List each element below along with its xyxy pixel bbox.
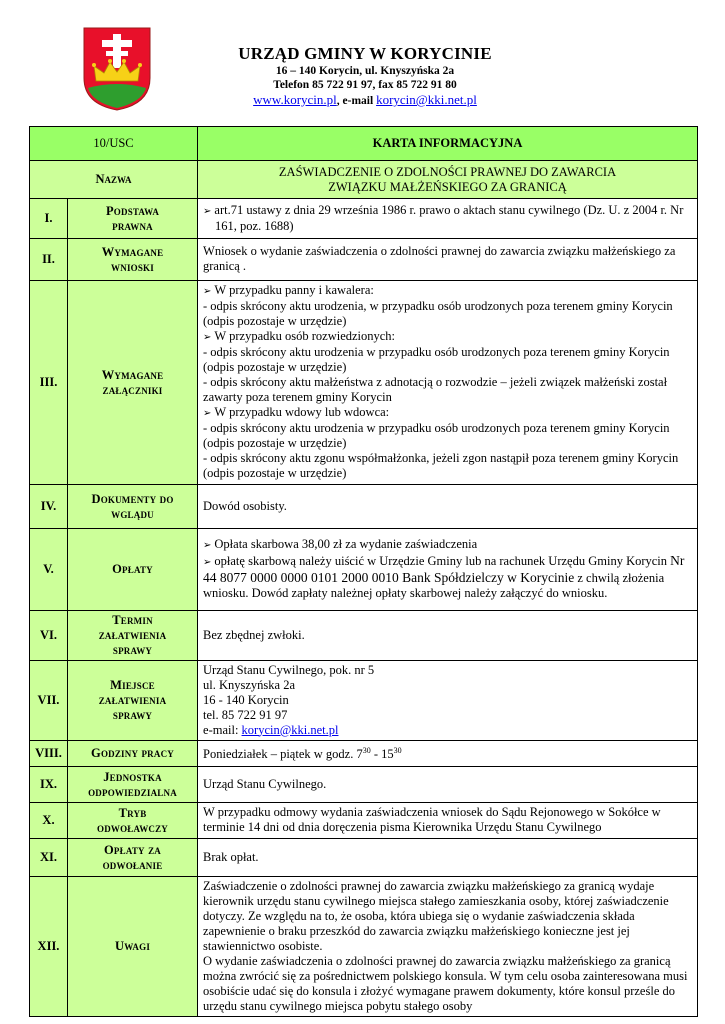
- row-label: [68, 803, 198, 839]
- row-label-line: Jednostka: [103, 769, 162, 784]
- row-label-line: Godziny pracy: [91, 746, 174, 760]
- row-label-line: załączniki: [102, 382, 163, 397]
- row-label-line: Podstawa: [105, 203, 160, 218]
- notes-paragraph: O wydanie zaświadczenia o zdolności prawnej do zawarcia związku małżeńskiego za granicą można zwrócić się za pośrednictwem polskiego konsula. W tym celu osoba zainteresowana musi osobiście udać się do konsula i złożyć wymagane prawem dokumenty, które konsul prześle do urzędu stanu cywilnego miejsca pobytu stałego osoby: [203, 953, 688, 1013]
- hours-text: - 15: [370, 747, 394, 762]
- office-name: URZĄD GMINY W KORYCINIE: [238, 44, 492, 63]
- row-content: W przypadku odmowy wydania zaświadczenia wniosek do Sądu Rejonowego w Sokółce w terminie 14 dni od dnia doręczenia pisma Kierownika Urzędu Stanu Cywilnego: [198, 803, 698, 839]
- row-label-line: prawna: [112, 218, 153, 233]
- row-legal-basis: [30, 199, 698, 239]
- row-label: [68, 199, 198, 239]
- row-content: Dowód osobisty.: [198, 485, 698, 529]
- korycin-coat-of-arms-icon: [82, 26, 152, 111]
- row-content: [198, 281, 698, 485]
- row-content: [198, 661, 698, 741]
- row-number: II.: [30, 239, 68, 281]
- row-notes: [30, 877, 698, 1017]
- website-link[interactable]: www.korycin.pl: [253, 92, 337, 107]
- row-label-line: wnioski: [111, 259, 154, 274]
- bullet-item: ➢ W przypadku wdowy lub wdowca:: [203, 405, 692, 421]
- row-label-line: Opłaty: [112, 562, 153, 576]
- bullet-item: [203, 553, 692, 601]
- hours-sup: 30: [362, 746, 371, 756]
- information-card-table: [29, 126, 698, 1017]
- row-label: [68, 529, 198, 611]
- row-label-line: Tryb: [118, 805, 147, 820]
- row-label: [68, 611, 198, 661]
- card-title-line-2: ZWIĄZKU MAŁŻEŃSKIEGO ZA GRANICĄ: [328, 179, 567, 194]
- row-label-line: sprawy: [112, 643, 153, 657]
- row-content: Wniosek o wydanie zaświadczenia o zdolności prawnej do zawarcia związku małżeńskiego za granicą .: [198, 239, 698, 281]
- office-address: 16 – 140 Korycin, ul. Knyszyńska 2a: [275, 65, 455, 77]
- fee-text: opłatę skarbową należy uiścić w Urzędzie Gminy lub na rachunek Urzędu Gminy Korycin: [214, 554, 671, 568]
- text-line: - odpis skrócony aktu urodzenia w przypadku osób urodzonych poza terenem gminy Korycin (odpis pozostaje w urzędzie): [203, 345, 670, 374]
- row-number: VIII.: [30, 741, 68, 767]
- row-fees: [30, 529, 698, 611]
- row-number: IV.: [30, 485, 68, 529]
- notes-paragraph: Zaświadczenie o zdolności prawnej do zawarcia związku małżeńskiego za granicą wydaje kierownik urzędu stanu cywilnego miejsca stałego zamieszkania osoby, której zaświadczenie dotyczy. Ze względu na to, że osoba, która ubiega się o wydanie zaświadczenia składa zapewnienie o braku przeszkód do zawarcia związku małżeńskiego konieczne jest jej stawiennictwo osobiste.: [203, 878, 669, 953]
- email-prefix: e-mail:: [203, 722, 242, 737]
- card-name-row: [30, 161, 698, 199]
- row-label: [68, 741, 198, 767]
- row-number: XII.: [30, 877, 68, 1017]
- text-line: - odpis skrócony aktu urodzenia w przypadku osób urodzonych poza terenem gminy Korycin (odpis pozostaje w urzędzie): [203, 421, 670, 450]
- bullet-item: ➢ art.71 ustawy z dnia 29 września 1986 r. prawo o aktach stanu cywilnego (Dz. U. z 2004 r. Nr 161, poz. 1688): [203, 203, 692, 234]
- row-label-line: odpowiedzialna: [88, 784, 177, 799]
- row-required-attachments: [30, 281, 698, 485]
- card-code: 10/USC: [30, 127, 198, 161]
- row-label: [68, 877, 198, 1017]
- row-label-line: Wymagane: [101, 367, 164, 382]
- row-label-line: Wymagane: [101, 244, 164, 259]
- email-label: , e-mail: [336, 95, 377, 107]
- row-processing-time: [30, 611, 698, 661]
- hours-text: Poniedziałek – piątek w godz. 7: [203, 747, 363, 762]
- row-label: [68, 239, 198, 281]
- row-required-applications: [30, 239, 698, 281]
- card-title-line-1: ZAŚWIADCZENIE O ZDOLNOŚCI PRAWNEJ DO ZAWARCIA: [278, 164, 617, 179]
- office-phone: Telefon 85 722 91 97, fax 85 722 91 80: [273, 79, 457, 91]
- row-label: [68, 839, 198, 877]
- text-line: Urząd Stanu Cywilnego, pok. nr 5: [203, 662, 375, 677]
- office-info: [180, 44, 550, 109]
- text-line: ul. Knyszyńska 2a: [203, 677, 296, 692]
- email-link[interactable]: korycin@kki.net.pl: [376, 92, 477, 107]
- row-label-line: wglądu: [111, 506, 154, 521]
- bullet-item: ➢ W przypadku panny i kawalera:: [203, 283, 692, 299]
- text-line: 16 - 140 Korycin: [203, 692, 289, 707]
- text-line: [203, 723, 692, 738]
- usc-email-link[interactable]: korycin@kki.net.pl: [241, 722, 339, 737]
- row-appeal-procedure: [30, 803, 698, 839]
- document-header: [0, 0, 725, 120]
- row-content: [198, 877, 698, 1017]
- office-links: [180, 92, 550, 109]
- text-line: - odpis skrócony aktu małżeństwa z adnotacją o rozwodzie – jeżeli związek małżeński został zawarty poza terenem gminy Korycin: [203, 375, 668, 404]
- row-number: I.: [30, 199, 68, 239]
- row-label-line: Miejsce: [110, 678, 155, 692]
- row-label-line: Uwagi: [114, 939, 151, 953]
- row-content: [198, 199, 698, 239]
- row-number: V.: [30, 529, 68, 611]
- card-header-row: [30, 127, 698, 161]
- text-line: tel. 85 722 91 97: [203, 707, 288, 722]
- row-label-line: odwoławczy: [97, 820, 169, 835]
- row-label-line: Dokumenty do: [91, 491, 174, 506]
- hours-sup: 30: [393, 746, 402, 756]
- row-number: IX.: [30, 767, 68, 803]
- bullet-item: ➢ W przypadku osób rozwiedzionych:: [203, 329, 692, 345]
- row-content: Urząd Stanu Cywilnego.: [198, 767, 698, 803]
- row-place: [30, 661, 698, 741]
- row-number: VII.: [30, 661, 68, 741]
- row-working-hours: [30, 741, 698, 767]
- text-line: - odpis skrócony aktu urodzenia, w przypadku osób urodzonych poza terenem gminy Korycin (odpis pozostaje w urzędzie): [203, 299, 673, 328]
- text-line: - odpis skrócony aktu zgonu współmałżonka, jeżeli zgon nastąpił poza terenem gminy Korycin (odpis pozostaje w urzędzie): [203, 451, 679, 480]
- fee-text-end: z chwilą złożenia wniosku. Dowód zapłaty należnej opłaty skarbowej należy załączyć do wniosku.: [203, 571, 665, 600]
- card-title: [198, 161, 698, 199]
- row-content: Bez zbędnej zwłoki.: [198, 611, 698, 661]
- row-content: [198, 741, 698, 767]
- row-label-line: sprawy: [112, 708, 153, 722]
- row-label-line: Termin: [112, 613, 153, 627]
- card-heading: KARTA INFORMACYJNA: [198, 127, 698, 161]
- row-number: X.: [30, 803, 68, 839]
- name-label: Nazwa: [30, 161, 198, 199]
- row-label-line: odwołanie: [102, 857, 163, 872]
- row-appeal-fees: [30, 839, 698, 877]
- row-content: Brak opłat.: [198, 839, 698, 877]
- row-label-line: Opłaty za: [104, 842, 161, 857]
- row-label-line: załatwienia: [98, 693, 167, 707]
- row-label: [68, 281, 198, 485]
- row-label-line: załatwienia: [98, 628, 167, 642]
- row-label: [68, 767, 198, 803]
- row-label: [68, 485, 198, 529]
- row-number: XI.: [30, 839, 68, 877]
- bullet-item: ➢ Opłata skarbowa 38,00 zł za wydanie zaświadczenia: [203, 537, 692, 553]
- bank-account: Nr 44 8077 0000 0000 0101 2000 0010 Bank Spółdzielczy w Korycinie: [203, 553, 685, 585]
- row-label: [68, 661, 198, 741]
- row-number: VI.: [30, 611, 68, 661]
- row-content: [198, 529, 698, 611]
- row-number: III.: [30, 281, 68, 485]
- row-documents-to-view: [30, 485, 698, 529]
- row-responsible-unit: [30, 767, 698, 803]
